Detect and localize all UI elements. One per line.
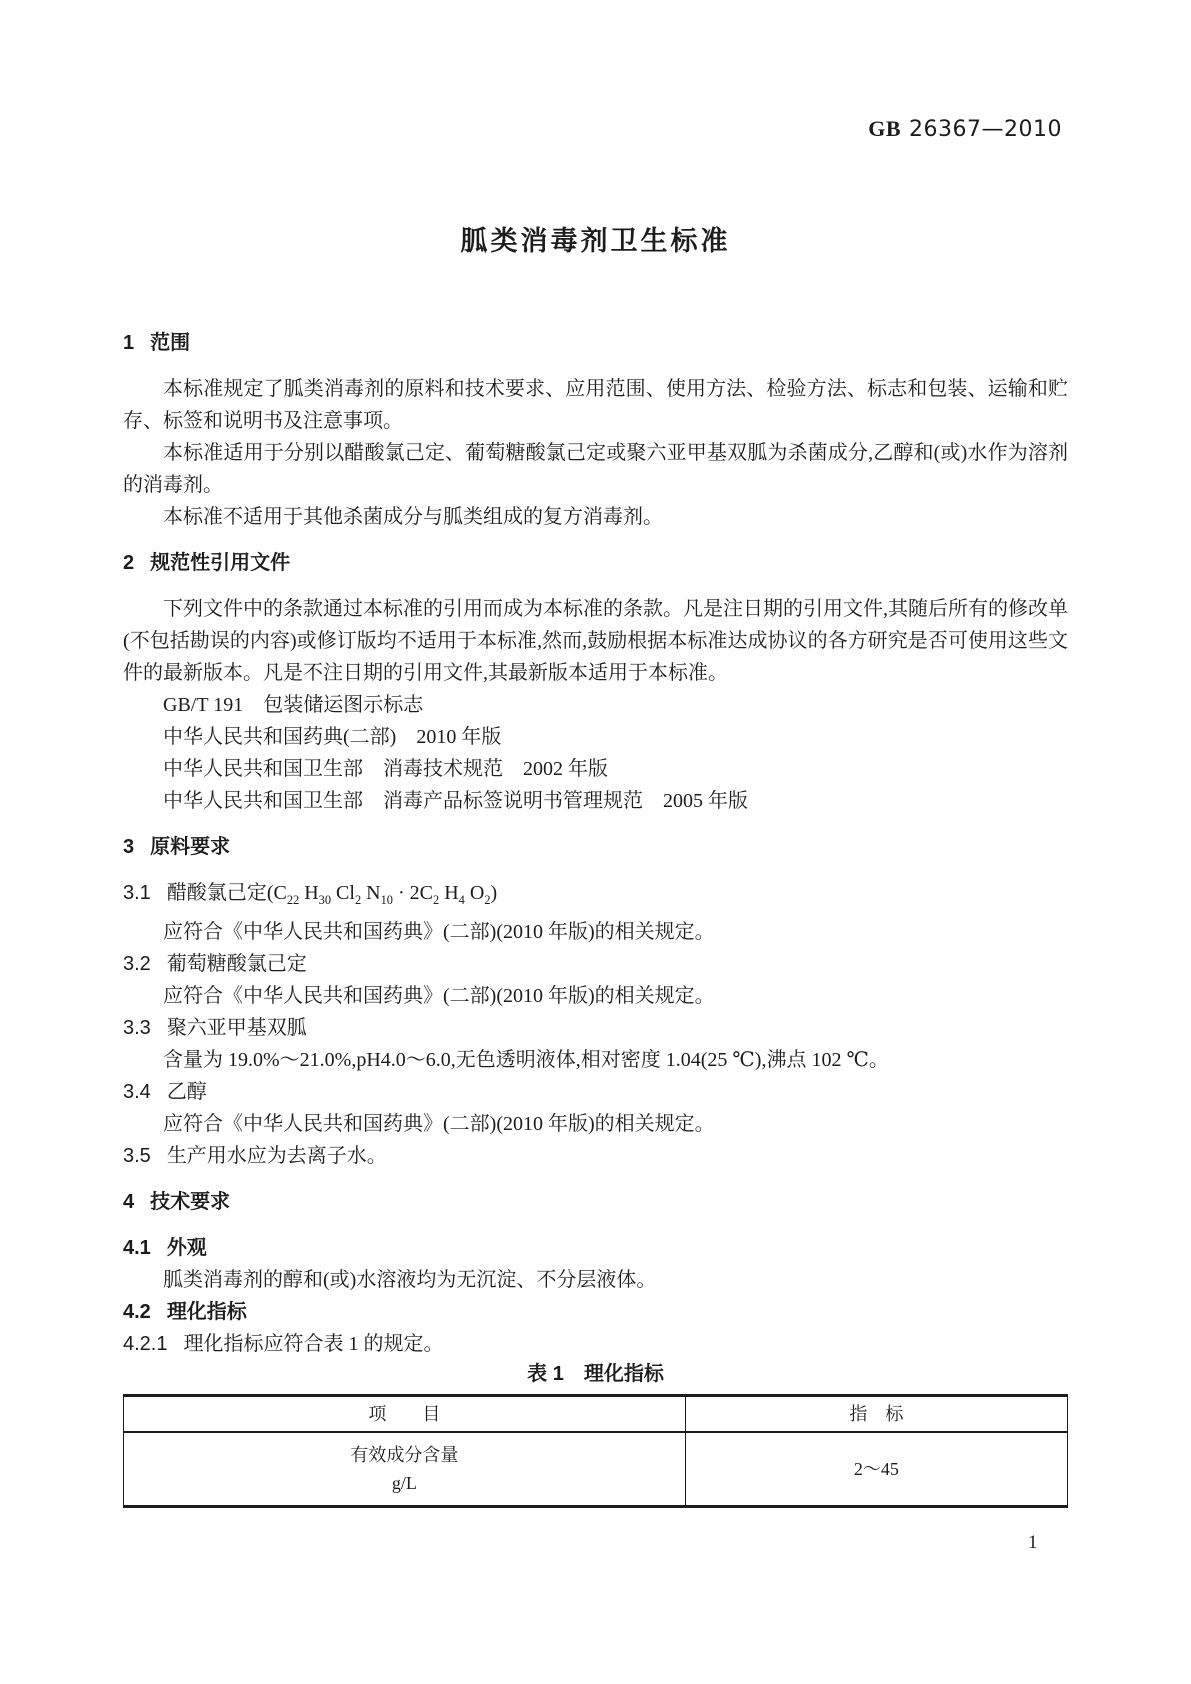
table-row xyxy=(124,1432,1068,1506)
clause-4-2-title: 理化指标 xyxy=(166,1301,247,1323)
table-cell-item xyxy=(124,1432,686,1506)
section4-number: 4 xyxy=(123,1191,135,1213)
item-name: 有效成分含量 xyxy=(350,1444,459,1465)
clause-3-4-title: 乙醇 xyxy=(166,1081,207,1103)
section4-heading xyxy=(123,1186,1068,1218)
doc-code-number: 26367—2010 xyxy=(909,117,1062,142)
clause-4-2-heading xyxy=(123,1296,1068,1328)
clause-3-2-heading xyxy=(123,948,1068,980)
section1-heading xyxy=(123,327,1068,359)
clause-3-5 xyxy=(123,1140,1068,1172)
clause-3-5-number: 3.5 xyxy=(123,1145,151,1167)
clause-4-1-body: 胍类消毒剂的醇和(或)水溶液均为无沉淀、不分层液体。 xyxy=(163,1269,657,1291)
clause-4-2-1 xyxy=(123,1328,1068,1360)
section1-paragraph-1: 本标准规定了胍类消毒剂的原料和技术要求、应用范围、使用方法、检验方法、标志和包装、运输和贮存、标签和说明书及注意事项。 xyxy=(123,378,1068,432)
clause-3-3-body: 含量为 19.0%～21.0%,pH4.0～6.0,无色透明液体,相对密度 1.04(25 ℃),沸点 102 ℃。 xyxy=(163,1049,889,1071)
clause-3-3-number: 3.3 xyxy=(123,1017,151,1039)
clause-3-2-title: 葡萄糖酸氯己定 xyxy=(166,953,307,975)
clause-3-4-heading xyxy=(123,1076,1068,1108)
section4-title: 技术要求 xyxy=(150,1191,231,1213)
page-content xyxy=(123,116,1068,1508)
clause-3-4-body: 应符合《中华人民共和国药典》(二部)(2010 年版)的相关规定。 xyxy=(163,1113,715,1135)
clause-3-5-text: 生产用水应为去离子水。 xyxy=(166,1145,387,1167)
clause-4-2-1-text: 理化指标应符合表 1 的规定。 xyxy=(183,1333,444,1355)
reference-item: 中华人民共和国卫生部 消毒技术规范 2002 年版 xyxy=(163,758,608,780)
section1-number: 1 xyxy=(123,332,135,354)
clause-4-2-1-number: 4.2.1 xyxy=(123,1333,168,1355)
section2-number: 2 xyxy=(123,552,135,574)
item-unit: g/L xyxy=(391,1472,417,1493)
section2-title: 规范性引用文件 xyxy=(150,552,291,574)
reference-item: 中华人民共和国药典(二部) 2010 年版 xyxy=(163,726,502,748)
clause-3-4-number: 3.4 xyxy=(123,1081,151,1103)
clause-3-1-number: 3.1 xyxy=(123,882,151,904)
page-title: 胍类消毒剂卫生标准 xyxy=(460,226,731,256)
doc-code-prefix: GB xyxy=(868,116,902,141)
section3-title: 原料要求 xyxy=(150,836,231,858)
section2-heading xyxy=(123,547,1068,579)
reference-item: 中华人民共和国卫生部 消毒产品标签说明书管理规范 2005 年版 xyxy=(163,790,748,812)
clause-3-1-title: 醋酸氯己定 xyxy=(166,882,267,904)
phys-chem-spec-table xyxy=(123,1394,1068,1508)
table-header-item: 项 目 xyxy=(124,1396,686,1433)
section3-heading xyxy=(123,831,1068,863)
section1-paragraph-3: 本标准不适用于其他杀菌成分与胍类组成的复方消毒剂。 xyxy=(163,506,663,528)
clause-3-3-title: 聚六亚甲基双胍 xyxy=(166,1017,307,1039)
page-number: 1 xyxy=(1028,1532,1038,1553)
table-header-row xyxy=(124,1396,1068,1433)
table1-caption: 表 1 理化指标 xyxy=(527,1363,664,1385)
clause-4-1-title: 外观 xyxy=(166,1237,207,1259)
clause-3-1-heading xyxy=(123,877,1068,916)
doc-code xyxy=(123,116,1068,143)
clause-4-1-number: 4.1 xyxy=(123,1237,151,1259)
section1-title: 范围 xyxy=(150,332,191,354)
clause-4-1-heading xyxy=(123,1232,1068,1264)
clause-4-2-number: 4.2 xyxy=(123,1301,151,1323)
section1-paragraph-2: 本标准适用于分别以醋酸氯己定、葡萄糖酸氯己定或聚六亚甲基双胍为杀菌成分,乙醇和(或)水作为溶剂的消毒剂。 xyxy=(123,442,1068,496)
chemical-formula: ($C_{22}$ $H_{30}$ $Cl_2$ $N_{10} \cdot 2C_2$ $H_4$ $O_2$) xyxy=(266,882,498,907)
clause-3-2-body: 应符合《中华人民共和国药典》(二部)(2010 年版)的相关规定。 xyxy=(163,985,715,1007)
reference-item: GB/T 191 包装储运图示标志 xyxy=(163,694,424,716)
table-cell-value: 2～45 xyxy=(685,1432,1067,1506)
clause-3-2-number: 3.2 xyxy=(123,953,151,975)
table-header-value: 指 标 xyxy=(685,1396,1067,1433)
section2-paragraph: 下列文件中的条款通过本标准的引用而成为本标准的条款。凡是注日期的引用文件,其随后所有的修改单(不包括勘误的内容)或修订版均不适用于本标准,然而,鼓励根据本标准达成协议的各方研究是否可使用这些文件的最新版本。凡是不注日期的引用文件,其最新版本适用于本标准。 xyxy=(123,598,1068,684)
clause-3-3-heading xyxy=(123,1012,1068,1044)
clause-3-1-body: 应符合《中华人民共和国药典》(二部)(2010 年版)的相关规定。 xyxy=(163,921,715,943)
section3-number: 3 xyxy=(123,836,135,858)
